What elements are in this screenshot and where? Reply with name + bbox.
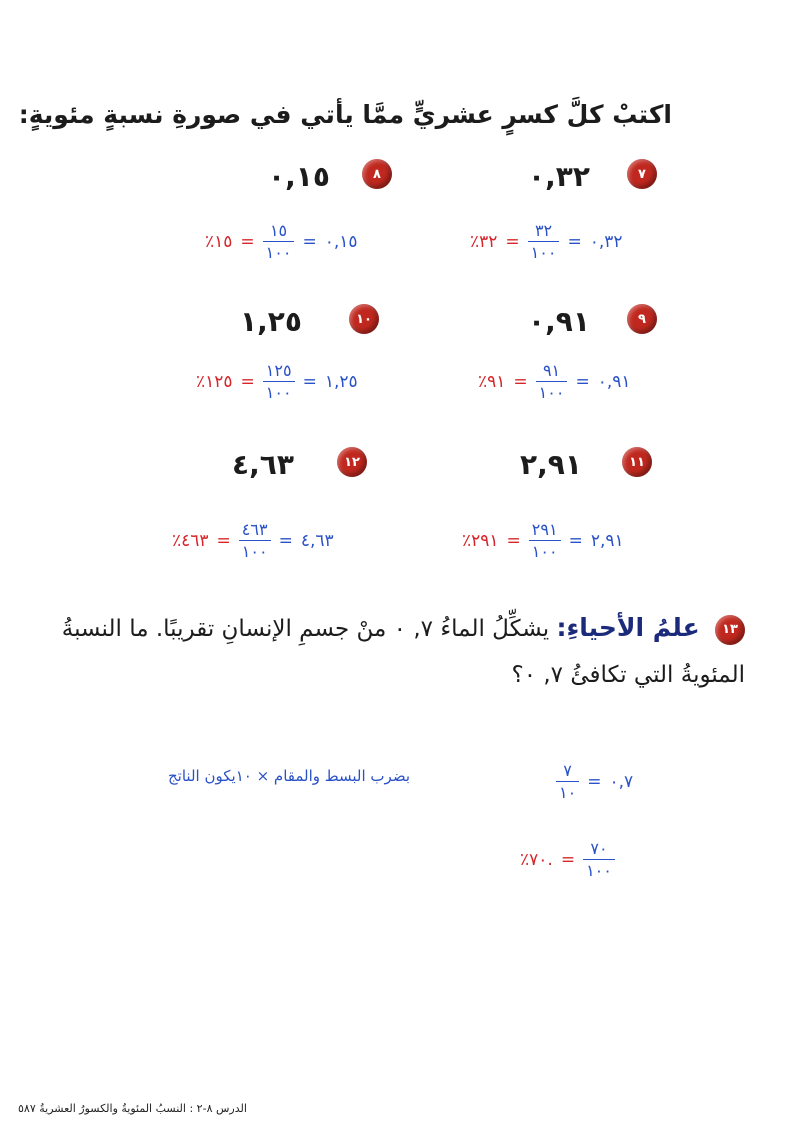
equals-sign: = — [575, 371, 590, 392]
answer-10 — [196, 362, 358, 401]
solution-note: بضرب البسط والمقام × ١٠يكون الناتج — [168, 767, 411, 785]
exercise-11-decimal: ٢,٩١ — [520, 448, 582, 481]
denominator: ١٠٠ — [528, 241, 560, 262]
answer-12 — [172, 521, 334, 560]
denominator: ١٠٠ — [239, 540, 271, 561]
answer-8 — [205, 222, 357, 261]
equals-sign: = — [560, 849, 576, 870]
exercise-11-badge: ١١ — [622, 447, 652, 477]
answer-10-fraction — [263, 362, 295, 401]
page-footer: الدرس ٨-٢ : النسبُ المئويةُ والكسورُ العشريةُ ٥٨٧ — [18, 1102, 247, 1115]
exercise-12-decimal: ٤,٦٣ — [232, 448, 294, 481]
solution-step-2-fraction — [583, 840, 615, 879]
answer-7-fraction — [528, 222, 560, 261]
denominator: ١٠٠ — [529, 540, 561, 561]
answer-9-decimal: ٠,٩١ — [597, 371, 631, 392]
denominator: ١٠٠ — [536, 381, 568, 402]
solution-step-1-fraction — [556, 762, 579, 801]
word-problem — [45, 605, 745, 698]
answer-10-percent: ٪١٢٥ — [196, 371, 233, 392]
exercise-8-decimal: ٠,١٥ — [268, 160, 330, 193]
answer-8-percent: ٪١٥ — [205, 231, 233, 252]
answer-10-decimal: ١,٢٥ — [324, 371, 358, 392]
answer-12-percent: ٪٤٦٣ — [172, 530, 209, 551]
exercise-10-decimal: ١,٢٥ — [240, 305, 302, 338]
denominator: ١٠٠ — [263, 381, 295, 402]
numerator: ٢٩١ — [531, 520, 558, 539]
exercise-12-badge: ١٢ — [337, 447, 367, 477]
problem-text: يشكِّلُ الماءُ ٧, ٠ منْ جسمِ الإنسانِ تقريبًا. ما النسبةُ المئويةُ التي تكافئُ ٧, ٠؟ — [61, 616, 745, 688]
exercise-7-decimal: ٠,٣٢ — [528, 160, 590, 193]
answer-7-decimal: ٠,٣٢ — [589, 231, 623, 252]
exercise-8-badge: ٨ — [362, 159, 392, 189]
answer-9 — [478, 362, 630, 401]
equals-sign: = — [513, 371, 528, 392]
solution-step-1 — [556, 762, 633, 801]
numerator: ٧٠ — [590, 839, 608, 858]
problem-subject: علمُ الأحياءِ: — [556, 613, 700, 642]
equals-sign: = — [567, 231, 582, 252]
exercise-7-badge: ٧ — [627, 159, 657, 189]
exercise-9-decimal: ٠,٩١ — [528, 305, 590, 338]
solution-step-1-decimal: ٠,٧ — [609, 771, 634, 792]
equals-sign: = — [240, 371, 255, 392]
answer-12-decimal: ٤,٦٣ — [300, 530, 334, 551]
answer-8-fraction — [263, 222, 295, 261]
answer-11-decimal: ٢,٩١ — [590, 530, 624, 551]
answer-8-decimal: ٠,١٥ — [324, 231, 358, 252]
equals-sign: = — [278, 530, 293, 551]
denominator: ١٠٠ — [583, 859, 615, 880]
exercise-13-badge: ١٣ — [715, 615, 745, 645]
answer-11-percent: ٪٢٩١ — [462, 530, 499, 551]
numerator: ٧ — [563, 761, 572, 780]
numerator: ٤٦٣ — [241, 520, 268, 539]
answer-11 — [462, 521, 624, 560]
answer-9-fraction — [536, 362, 568, 401]
answer-11-fraction — [529, 521, 561, 560]
numerator: ٩١ — [542, 361, 561, 380]
denominator: ١٠٠ — [263, 241, 295, 262]
equals-sign: = — [505, 231, 520, 252]
equals-sign: = — [302, 231, 317, 252]
equals-sign: = — [240, 231, 255, 252]
equals-sign: = — [216, 530, 231, 551]
numerator: ٣٢ — [534, 221, 553, 240]
answer-7-percent: ٪٣٢ — [470, 231, 498, 252]
exercise-9-badge: ٩ — [627, 304, 657, 334]
equals-sign: = — [587, 771, 602, 792]
equals-sign: = — [506, 530, 521, 551]
equals-sign: = — [568, 530, 583, 551]
answer-9-percent: ٪٩١ — [478, 371, 506, 392]
numerator: ١٢٥ — [265, 361, 292, 380]
solution-step-2 — [520, 840, 615, 879]
answer-12-fraction — [239, 521, 271, 560]
solution-step-2-percent: ٪٧٠. — [520, 849, 553, 870]
equals-sign: = — [302, 371, 317, 392]
denominator: ١٠ — [556, 781, 579, 802]
answer-7 — [470, 222, 622, 261]
exercise-10-badge: ١٠ — [349, 304, 379, 334]
instruction-heading: اكتبْ كلَّ كسرٍ عشريٍّ ممَّا يأتي في صورةِ نسبةٍ مئويةٍ: — [18, 100, 672, 129]
numerator: ١٥ — [269, 221, 288, 240]
